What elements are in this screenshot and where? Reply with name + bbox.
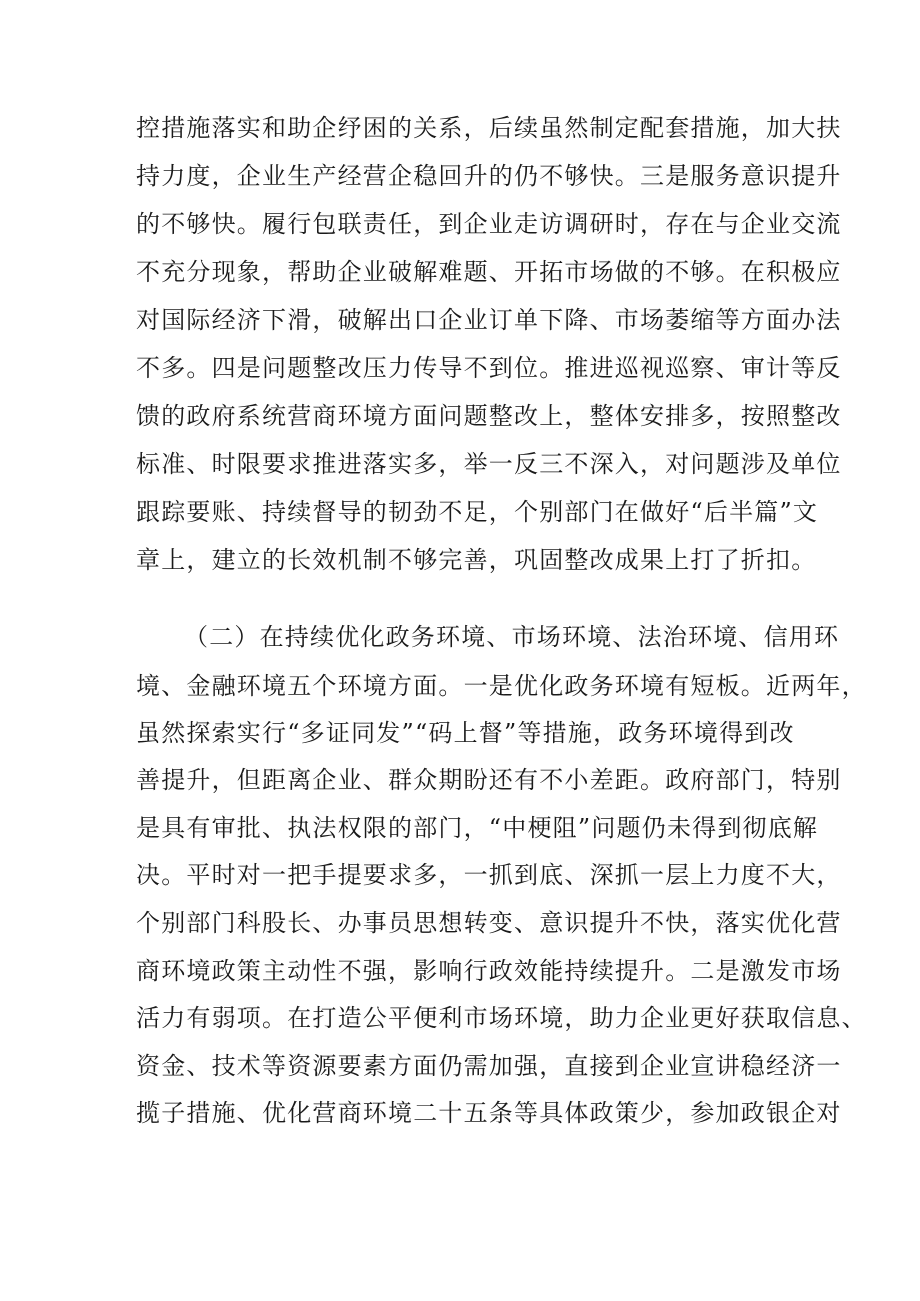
text-line: 跟踪要账、持续督导的韧劲不足，个别部门在做好“后半篇”文 (136, 498, 819, 526)
text-line: 章上，建立的长效机制不够完善，巩固整改成果上打了折扣。 (136, 546, 817, 574)
text-line: 馈的政府系统营商环境方面问题整改上，整体安排多，按照整改 (136, 402, 842, 430)
text-line: 是具有审批、执法权限的部门，“中梗阻”问题仍未得到彻底解 (136, 814, 819, 842)
text-line: 不充分现象，帮助企业破解难题、开拓市场做的不够。在积极应 (136, 258, 842, 286)
text-line: 资金、技术等资源要素方面仍需加强，直接到企业宣讲稳经济一 (136, 1052, 842, 1080)
text-line: 的不够快。履行包联责任，到企业走访调研时，存在与企业交流 (136, 210, 842, 238)
text-line: 活力有弱项。在打造公平便利市场环境，助力企业更好获取信息、 (136, 1004, 867, 1032)
text-line: 虽然探索实行“多证同发”“码上督”等措施，政务环境得到改 (136, 719, 795, 747)
text-line: 商环境政策主动性不强，影响行政效能持续提升。二是激发市场 (136, 957, 842, 985)
text-line: 决。平时对一把手提要求多，一抓到底、深抓一层上力度不大， (136, 861, 842, 889)
text-line: 对国际经济下滑，破解出口企业订单下降、市场萎缩等方面办法 (136, 306, 842, 334)
text-line: 善提升，但距离企业、群众期盼还有不小差距。政府部门，特别 (136, 766, 842, 794)
text-line: 不多。四是问题整改压力传导不到位。推进巡视巡察、审计等反 (136, 354, 842, 382)
text-line: 控措施落实和助企纾困的关系，后续虽然制定配套措施，加大扶 (136, 114, 842, 142)
text-line: 持力度，企业生产经营企稳回升的仍不够快。三是服务意识提升 (136, 162, 842, 190)
text-line: 境、金融环境五个环境方面。一是优化政务环境有短板。近两年， (136, 672, 867, 700)
text-line: 个别部门科股长、办事员思想转变、意识提升不快，落实优化营 (136, 909, 842, 937)
text-line: 揽子措施、优化营商环境二十五条等具体政策少，参加政银企对 (136, 1099, 842, 1127)
text-line: 标准、时限要求推进落实多，举一反三不深入，对问题涉及单位 (136, 450, 842, 478)
text-line: （二）在持续优化政务环境、市场环境、法治环境、信用环 (184, 623, 840, 651)
